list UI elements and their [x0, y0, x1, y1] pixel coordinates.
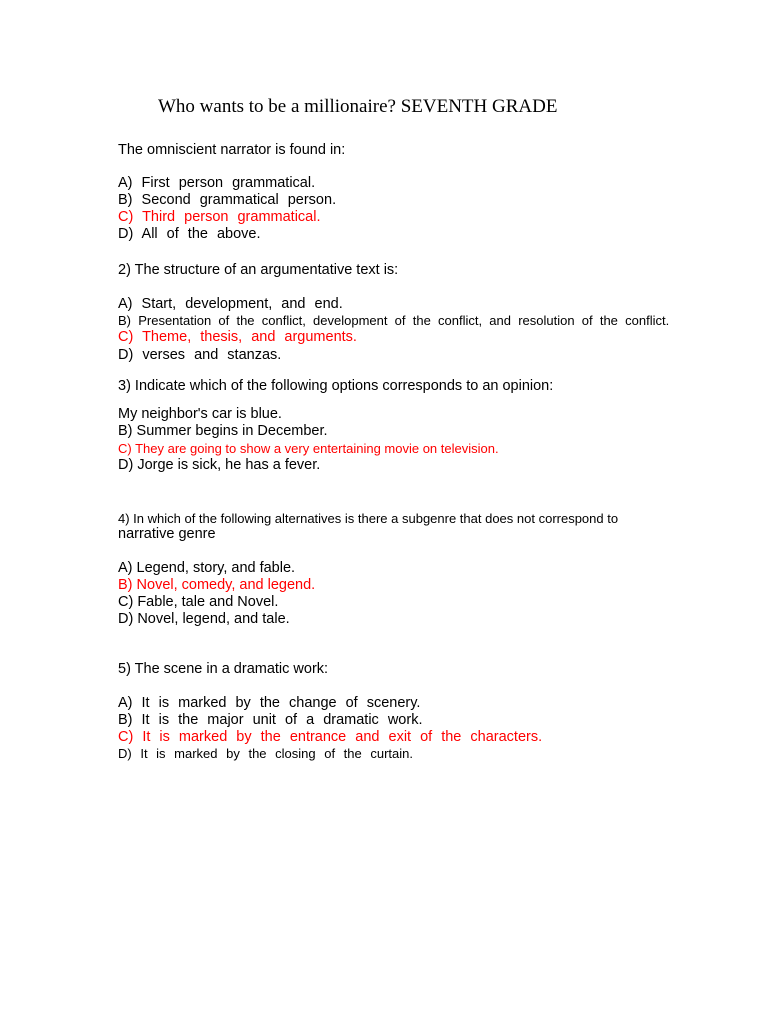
question-2-option-c-correct: C) Theme, thesis, and arguments. — [118, 329, 357, 345]
document-title: Who wants to be a millionaire? SEVENTH GRADE — [158, 96, 558, 117]
question-4-prompt-line-1: 4) In which of the following alternatives is there a subgenre that does not correspond to — [118, 511, 619, 526]
question-4-option-d: D) Novel, legend, and tale. — [118, 611, 290, 627]
question-3-option-d: D) Jorge is sick, he has a fever. — [118, 457, 321, 473]
question-5-option-c-correct: C) It is marked by the entrance and exit of the characters. — [118, 729, 543, 745]
question-1-option-a: A) First person grammatical. — [118, 175, 316, 191]
question-3-option-b: B) Summer begins in December. — [118, 423, 328, 439]
question-3-option-c-correct: C) They are going to show a very entertaining movie on television. — [118, 441, 499, 456]
question-5-option-b: B) It is the major unit of a dramatic work. — [118, 712, 423, 728]
question-4-option-b-correct: B) Novel, comedy, and legend. — [118, 577, 316, 593]
question-3-option-a: My neighbor's car is blue. — [118, 406, 282, 422]
question-1-option-c-correct: C) Third person grammatical. — [118, 209, 321, 225]
question-4-option-a: A) Legend, story, and fable. — [118, 560, 296, 576]
question-4-option-c: C) Fable, tale and Novel. — [118, 594, 279, 610]
question-1-option-d: D) All of the above. — [118, 226, 261, 242]
question-3-prompt: 3) Indicate which of the following options corresponds to an opinion: — [118, 378, 554, 394]
question-5-prompt: 5) The scene in a dramatic work: — [118, 661, 329, 677]
question-2-prompt: 2) The structure of an argumentative text is: — [118, 262, 399, 278]
question-1-prompt: The omniscient narrator is found in: — [118, 142, 346, 158]
question-2-option-b: B) Presentation of the conflict, development of the conflict, and resolution of the conflict. — [118, 313, 670, 328]
question-5-option-a: A) It is marked by the change of scenery. — [118, 695, 421, 711]
question-1-option-b: B) Second grammatical person. — [118, 192, 337, 208]
question-2-option-a: A) Start, development, and end. — [118, 296, 343, 312]
question-2-option-d: D) verses and stanzas. — [118, 347, 282, 363]
question-5-option-d: D) It is marked by the closing of the curtain. — [118, 746, 413, 761]
question-4-prompt-line-2: narrative genre — [118, 526, 216, 542]
